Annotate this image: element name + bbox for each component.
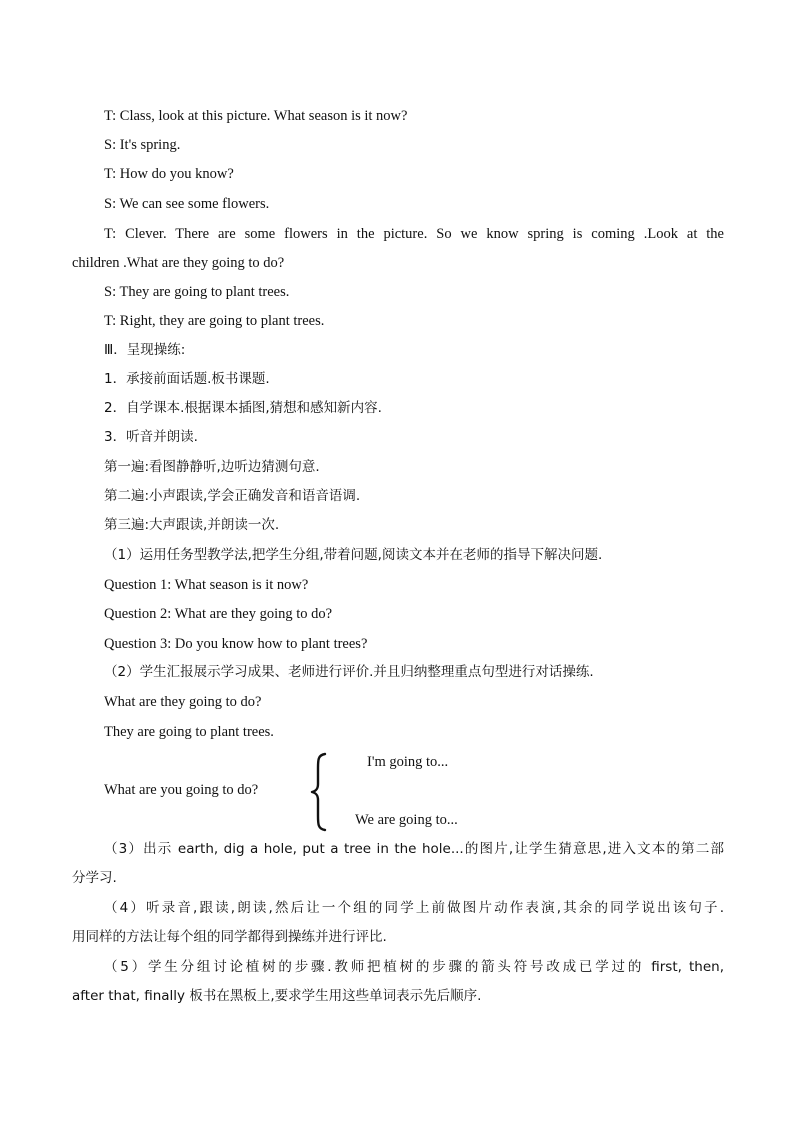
sentence-pattern: What are they going to do? bbox=[104, 694, 262, 710]
dialogue-line-continued: children .What are they going to do? bbox=[72, 255, 285, 271]
question-line: Question 1: What season is it now? bbox=[104, 577, 309, 593]
step-item: 2．自学课本.根据课本插图,猜想和感知新内容. bbox=[104, 400, 382, 416]
answer-pattern: I'm going to... bbox=[367, 754, 449, 770]
activity-item: （5）学生分组讨论植树的步骤.教师把植树的步骤的箭头符号改成已学过的 first, then, bbox=[104, 959, 724, 975]
step-item: 3．听音并朗读. bbox=[104, 429, 198, 445]
listening-pass: 第一遍:看图静静听,边听边猜测句意. bbox=[104, 459, 320, 475]
step-item: 1．承接前面话题.板书课题. bbox=[104, 371, 270, 387]
activity-item: （1）运用任务型教学法,把学生分组,带着问题,阅读文本并在老师的指导下解决问题. bbox=[104, 547, 603, 563]
activity-item-continued: after that, finally 板书在黑板上,要求学生用这些单词表示先后顺序. bbox=[72, 988, 482, 1004]
activity-item: （4）听录音,跟读,朗读,然后让一个组的同学上前做图片动作表演,其余的同学说出该句子. bbox=[104, 900, 724, 916]
sentence-pattern: What are you going to do? bbox=[104, 782, 259, 798]
answer-pattern: We are going to... bbox=[355, 812, 458, 828]
dialogue-line: S: They are going to plant trees. bbox=[104, 284, 290, 300]
curly-brace bbox=[309, 752, 331, 832]
dialogue-line: T: Clever. There are some flowers in the picture. So we know spring is coming .Look at the bbox=[104, 226, 724, 242]
question-line: Question 3: Do you know how to plant trees? bbox=[104, 636, 368, 652]
dialogue-line: T: Right, they are going to plant trees. bbox=[104, 313, 325, 329]
dialogue-line: T: How do you know? bbox=[104, 166, 234, 182]
activity-item: （2）学生汇报展示学习成果、老师进行评价.并且归纳整理重点句型进行对话操练. bbox=[104, 664, 594, 680]
section-heading: Ⅲ．呈现操练: bbox=[104, 342, 186, 358]
question-line: Question 2: What are they going to do? bbox=[104, 606, 333, 622]
listening-pass: 第三遍:大声跟读,并朗读一次. bbox=[104, 517, 280, 533]
dialogue-line: S: We can see some flowers. bbox=[104, 196, 270, 212]
activity-item-continued: 分学习. bbox=[72, 870, 117, 886]
listening-pass: 第二遍:小声跟读,学会正确发音和语音语调. bbox=[104, 488, 361, 504]
dialogue-line: T: Class, look at this picture. What season is it now? bbox=[104, 108, 408, 124]
activity-item: （3）出示 earth, dig a hole, put a tree in the hole...的图片,让学生猜意思,进入文本的第二部 bbox=[104, 841, 724, 857]
activity-item-continued: 用同样的方法让每个组的同学都得到操练并进行评比. bbox=[72, 929, 387, 945]
dialogue-line: S: It's spring. bbox=[104, 137, 181, 153]
sentence-pattern: They are going to plant trees. bbox=[104, 724, 274, 740]
